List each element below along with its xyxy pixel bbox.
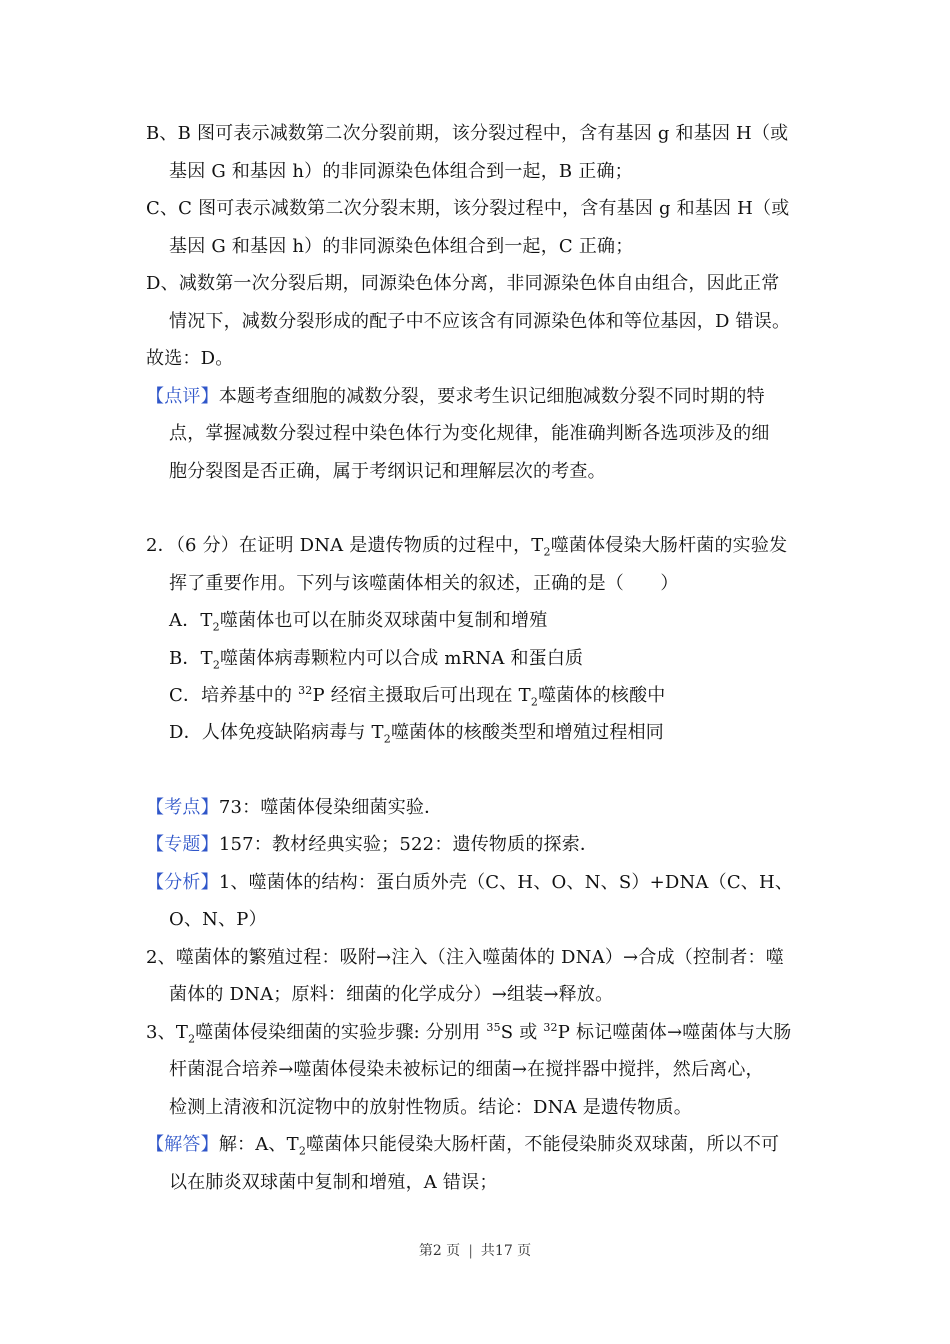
option-c[interactable] (169, 684, 665, 708)
option-c-superscript: 32 (298, 684, 313, 697)
option-c-subscript: 2 (530, 695, 539, 709)
option-c-explanation-line-2: 基因 G 和基因 h）的非同源染色体组合到一起，C 正确； (169, 236, 634, 257)
kaodian-line (146, 796, 442, 820)
review-line-3: 胞分裂图是否正确，属于考纲识记和理解层次的考查。 (169, 461, 606, 482)
option-d-explanation-line-2: 情况下，减数分裂形成的配子中不应该含有同源染色体和等位基因，D 错误。 (169, 311, 791, 332)
option-c-explanation-line-1: C、C 图可表示减数第二次分裂末期，该分裂过程中，含有基因 g 和基因 H（或 (146, 198, 790, 219)
option-d-text-post: 噬菌体的核酸类型和增殖过程相同 (390, 722, 664, 743)
fenxi-3-superscript-2: 32 (543, 1021, 558, 1034)
fenxi-3-mid2: S 或 (500, 1022, 544, 1043)
option-a[interactable] (169, 609, 547, 633)
page-footer (0, 1240, 950, 1260)
option-d-explanation-line-1: D、减数第一次分裂后期，同源染色体分离，非同源染色体自由组合，因此正常 (146, 273, 780, 294)
kaodian-text: 73：噬菌体侵染细菌实验． (218, 797, 443, 818)
jieda-line-1 (146, 1133, 779, 1157)
jieda-pre: 解：A、T (218, 1134, 299, 1155)
option-b-text-post: 噬菌体病毒颗粒内可以合成 mRNA 和蛋白质 (220, 648, 584, 669)
option-d-text-pre: D．人体免疫缺陷病毒与 T (169, 722, 384, 743)
option-b[interactable] (169, 647, 583, 671)
question-score: （6 分） (175, 535, 240, 556)
fenxi-3-mid: 噬菌体侵染细菌的实验步骤: 分别用 (195, 1022, 487, 1043)
footer-separator: | (468, 1243, 473, 1259)
review-tag: 【点评】 (146, 386, 219, 407)
jieda-subscript: 2 (298, 1144, 307, 1158)
fenxi-3-post: P 标记噬菌体→噬菌体与大肠 (557, 1022, 792, 1043)
zhuanti-text: 157：教材经典实验；522：遗传物质的探索． (218, 834, 599, 855)
fenxi-3-pre: 3、T (146, 1022, 189, 1043)
question-number: 2． (146, 535, 176, 556)
zhuanti-line (146, 833, 598, 857)
option-a-text-pre: A．T (169, 610, 213, 631)
option-b-explanation-line-2: 基因 G 和基因 h）的非同源染色体组合到一起，B 正确； (169, 161, 633, 182)
option-a-text-post: 噬菌体也可以在肺炎双球菌中复制和增殖 (219, 610, 548, 631)
review-line-2: 点，掌握减数分裂过程中染色体行为变化规律，能准确判断各选项涉及的细 (169, 423, 770, 444)
option-a-subscript: 2 (212, 620, 220, 634)
option-b-text-pre: B．T (169, 648, 213, 669)
jieda-line-2: 以在肺炎双球菌中复制和增殖，A 错误； (169, 1172, 498, 1193)
option-c-text-pre: C．培养基中的 (169, 685, 299, 706)
question-2-stem-line-1 (146, 534, 787, 558)
question-2-stem-line-2: 挥了重要作用。下列与该噬菌体相关的叙述，正确的是（ ） (169, 573, 679, 594)
option-c-text-post: 噬菌体的核酸中 (538, 685, 666, 706)
stem-text-a: 在证明 DNA 是遗传物质的过程中，T (239, 535, 544, 556)
fenxi-line-2b: 菌体的 DNA；原料：细菌的化学成分）→组装→释放。 (169, 984, 614, 1005)
jieda-tag: 【解答】 (146, 1134, 219, 1155)
option-d-subscript: 2 (383, 732, 391, 746)
review-text-1: 本题考查细胞的减数分裂，要求考生识记细胞减数分裂不同时期的特 (218, 386, 765, 407)
fenxi-line-3a (146, 1021, 791, 1045)
fenxi-line-3b: 杆菌混合培养→噬菌体侵染未被标记的细菌→在搅拌器中搅拌，然后离心， (169, 1059, 764, 1080)
review-line-1 (146, 385, 765, 409)
stem-text-b: 噬菌体侵染大肠杆菌的实验发 (550, 535, 788, 556)
fenxi-line-3c: 检测上清液和沉淀物中的放射性物质。结论：DNA 是遗传物质。 (169, 1097, 692, 1118)
page-total: 共17 页 (480, 1243, 532, 1259)
answer-line: 故选：D。 (146, 348, 234, 369)
fenxi-3-subscript: 2 (188, 1032, 196, 1046)
fenxi-tag: 【分析】 (146, 872, 219, 893)
option-d[interactable] (169, 721, 664, 745)
fenxi-line-1 (146, 871, 793, 895)
fenxi-3-superscript-1: 35 (486, 1021, 501, 1034)
option-b-subscript: 2 (212, 658, 221, 672)
option-b-explanation-line-1: B、B 图可表示减数第二次分裂前期，该分裂过程中，含有基因 g 和基因 H（或 (146, 123, 789, 144)
page-number: 第2 页 (418, 1243, 461, 1259)
fenxi-text-1a: 1、噬菌体的结构：蛋白质外壳（C、H、O、N、S）+DNA（C、H、 (218, 872, 794, 893)
option-c-text-mid: P 经宿主摄取后可出现在 T (312, 685, 531, 706)
zhuanti-tag: 【专题】 (146, 834, 219, 855)
jieda-post: 噬菌体只能侵染大肠杆菌，不能侵染肺炎双球菌，所以不可 (306, 1134, 780, 1155)
fenxi-line-2a: 2、噬菌体的繁殖过程：吸附→注入（注入噬菌体的 DNA）→合成（控制者：噬 (146, 947, 784, 968)
fenxi-line-1b: O、N、P） (169, 909, 267, 930)
kaodian-tag: 【考点】 (146, 797, 219, 818)
stem-subscript: 2 (543, 545, 551, 559)
